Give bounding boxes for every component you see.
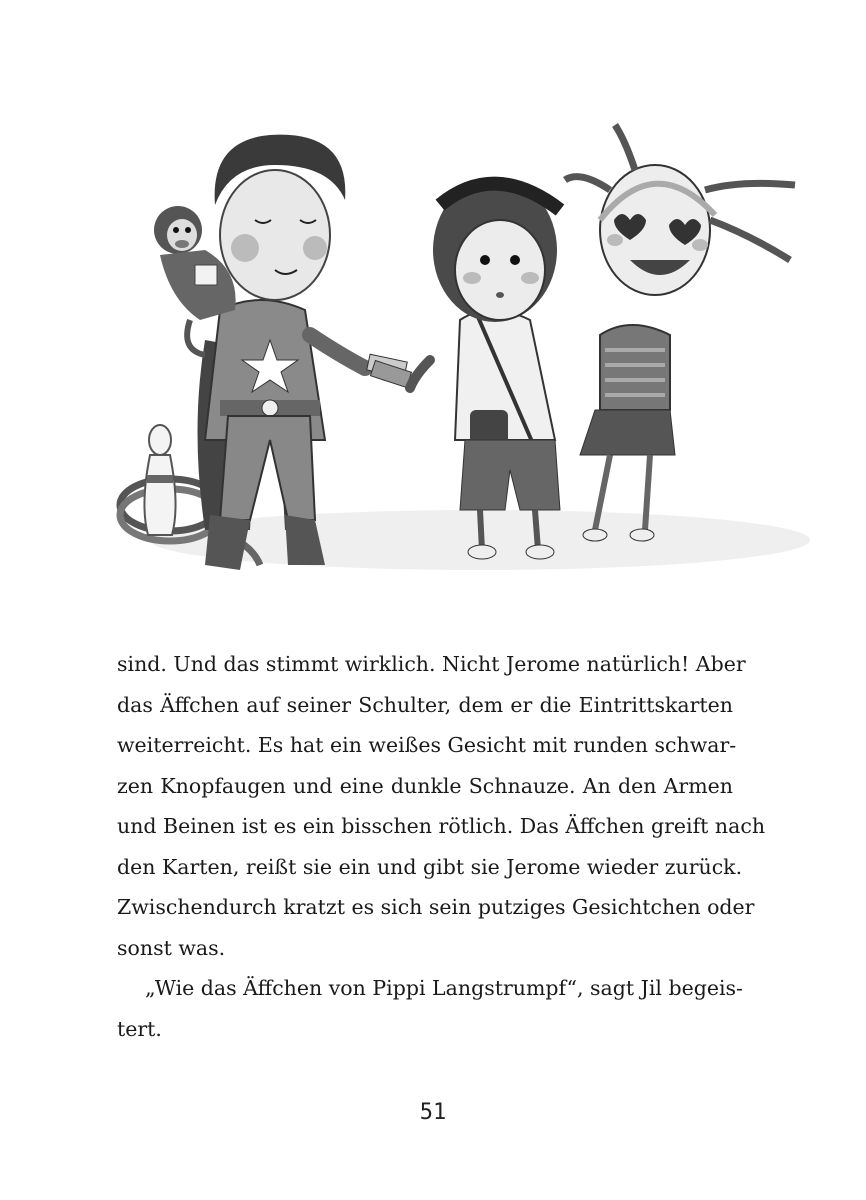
text-line: tert. xyxy=(117,1016,162,1041)
text-line: sonst was. xyxy=(117,935,226,960)
text-line: das Äffchen auf seiner Schulter, dem er die Eintrittskarten xyxy=(117,692,733,717)
illustration-drawing xyxy=(110,110,810,590)
page-number: 51 xyxy=(419,1100,447,1125)
illustration xyxy=(110,110,810,590)
text-line: und Beinen ist es ein bisschen rötlich. Das Äffchen greift nach xyxy=(117,814,766,838)
girl-headband-figure xyxy=(410,178,560,559)
text-line: zen Knopfaugen und eine dunkle Schnauze. An den Armen xyxy=(117,773,733,798)
body-text xyxy=(117,644,766,1049)
boy-figure xyxy=(198,135,366,570)
text-line: den Karten, reißt sie ein und gibt sie Jerome wieder zurück. xyxy=(117,854,743,879)
text-line: „Wie das Äffchen von Pippi Langstrumpf“, sagt Jil begeis- xyxy=(145,976,743,1000)
tickets xyxy=(367,354,412,387)
text-line: Zwischendurch kratzt es sich sein putziges Gesichtchen oder xyxy=(117,895,755,919)
bowling-pin xyxy=(144,425,175,535)
girl-braids-figure xyxy=(565,125,795,541)
text-line: sind. Und das stimmt wirklich. Nicht Jerome natürlich! Aber xyxy=(117,652,746,676)
text-line: weiterreicht. Es hat ein weißes Gesicht mit runden schwar- xyxy=(117,733,737,757)
